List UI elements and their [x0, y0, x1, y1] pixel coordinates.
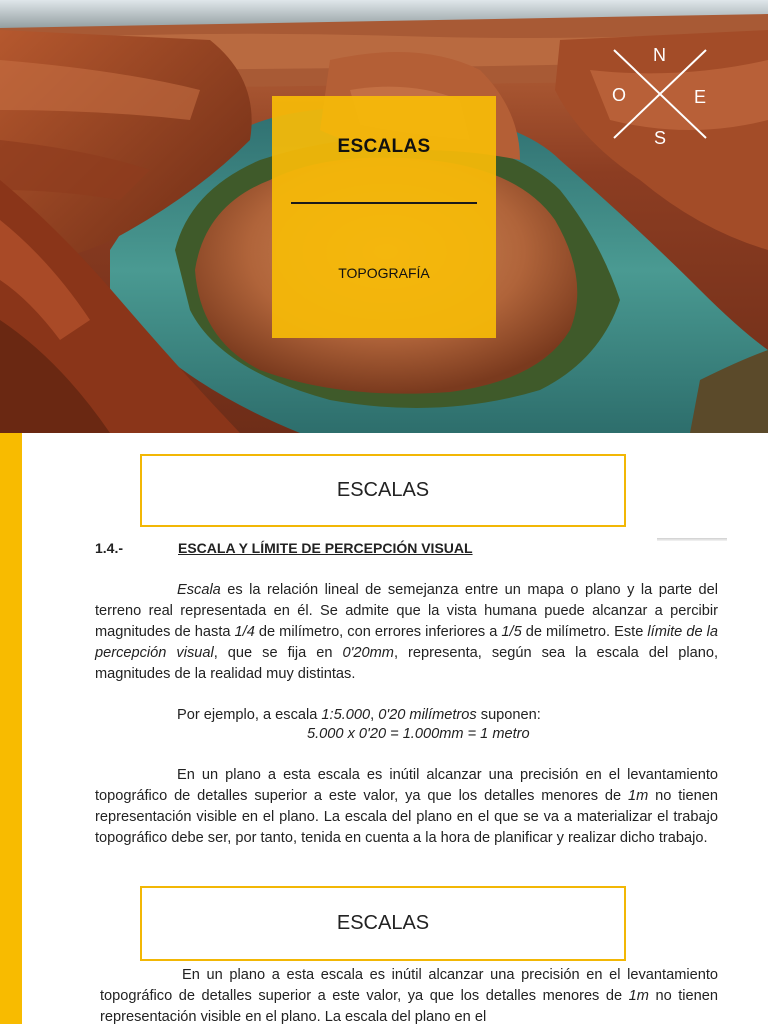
- cover-divider: [291, 202, 477, 204]
- cover-subtitle: TOPOGRAFÍA: [338, 265, 430, 281]
- paragraph-definition: [95, 580, 718, 685]
- section-header-title: ESCALAS: [336, 479, 430, 501]
- section-title: ESCALA Y LÍMITE DE PERCEPCIÓN VISUAL: [178, 540, 473, 556]
- text-run: de milímetro, con errores inferiores a: [254, 624, 502, 640]
- compass-east-label: E: [694, 87, 707, 107]
- text-run: , representa, según sea la escala del plano, magnitudes de la realidad muy distintas.: [95, 645, 718, 682]
- compass-south-label: S: [654, 128, 667, 148]
- compass-west-label: O: [612, 85, 627, 105]
- cover-title: ESCALAS: [337, 136, 431, 157]
- text-run: Por ejemplo, a escala: [177, 707, 322, 723]
- paragraph-precision: [95, 765, 718, 849]
- text-run: no tienen representación visible en el plano. La escala del plano en el: [100, 988, 718, 1025]
- value-020mm: 0'20mm: [342, 645, 394, 661]
- section-header-title-2: ESCALAS: [336, 912, 430, 934]
- page-edge-shadow: [657, 538, 727, 541]
- hero-banner: [0, 0, 768, 433]
- text-run: es la relación lineal de semejanza entre un mapa o plano y la parte del terreno real representada en él. Se admite que la vista humana puede alcanzar a percibir magnitudes de hasta: [95, 582, 718, 640]
- compass-icon: [608, 44, 712, 148]
- fraction-quarter: 1/4: [234, 624, 255, 640]
- example-line: [177, 705, 541, 725]
- section-number: 1.4.-: [95, 540, 124, 556]
- text-run: ,: [370, 707, 379, 723]
- text-run: no tienen representación visible en el plano. La escala del plano en el que se va a materializar el trabajo topográfico debe ser, por tanto, tenida en cuenta a la hora de planificar y realizar dicho trabajo.: [95, 788, 718, 846]
- example-formula: 5.000 x 0'20 = 1.000mm = 1 metro: [307, 726, 530, 742]
- section-header-box: [140, 454, 626, 527]
- value-1m: 1m: [628, 988, 649, 1004]
- text-run: de milímetro. Este: [521, 624, 648, 640]
- fraction-fifth: 1/5: [501, 624, 522, 640]
- measure-value: 0'20 milímetros: [378, 707, 477, 723]
- accent-side-bar: [0, 433, 22, 1024]
- text-run: En un plano a esta escala es inútil alcanzar una precisión en el levantamiento topográfico de detalles superior a este valor, ya que los detalles menores de: [95, 767, 718, 804]
- cover-card: [272, 96, 496, 338]
- scale-value: 1:5.000: [321, 707, 371, 723]
- compass-north-label: N: [653, 45, 666, 65]
- text-run: En un plano a esta escala es inútil alcanzar una precisión en el levantamiento topográfico de detalles superior a este valor, ya que los detalles menores de: [100, 967, 718, 1004]
- value-1m: 1m: [627, 788, 649, 804]
- term-limit: límite de la percepción visual: [95, 624, 718, 661]
- text-run: , que se fija en: [213, 645, 343, 661]
- section-header-box-2: [140, 886, 626, 961]
- paragraph-precision-repeat: [100, 965, 718, 1028]
- term-escala: Escala: [177, 582, 221, 598]
- text-run: suponen:: [476, 707, 541, 723]
